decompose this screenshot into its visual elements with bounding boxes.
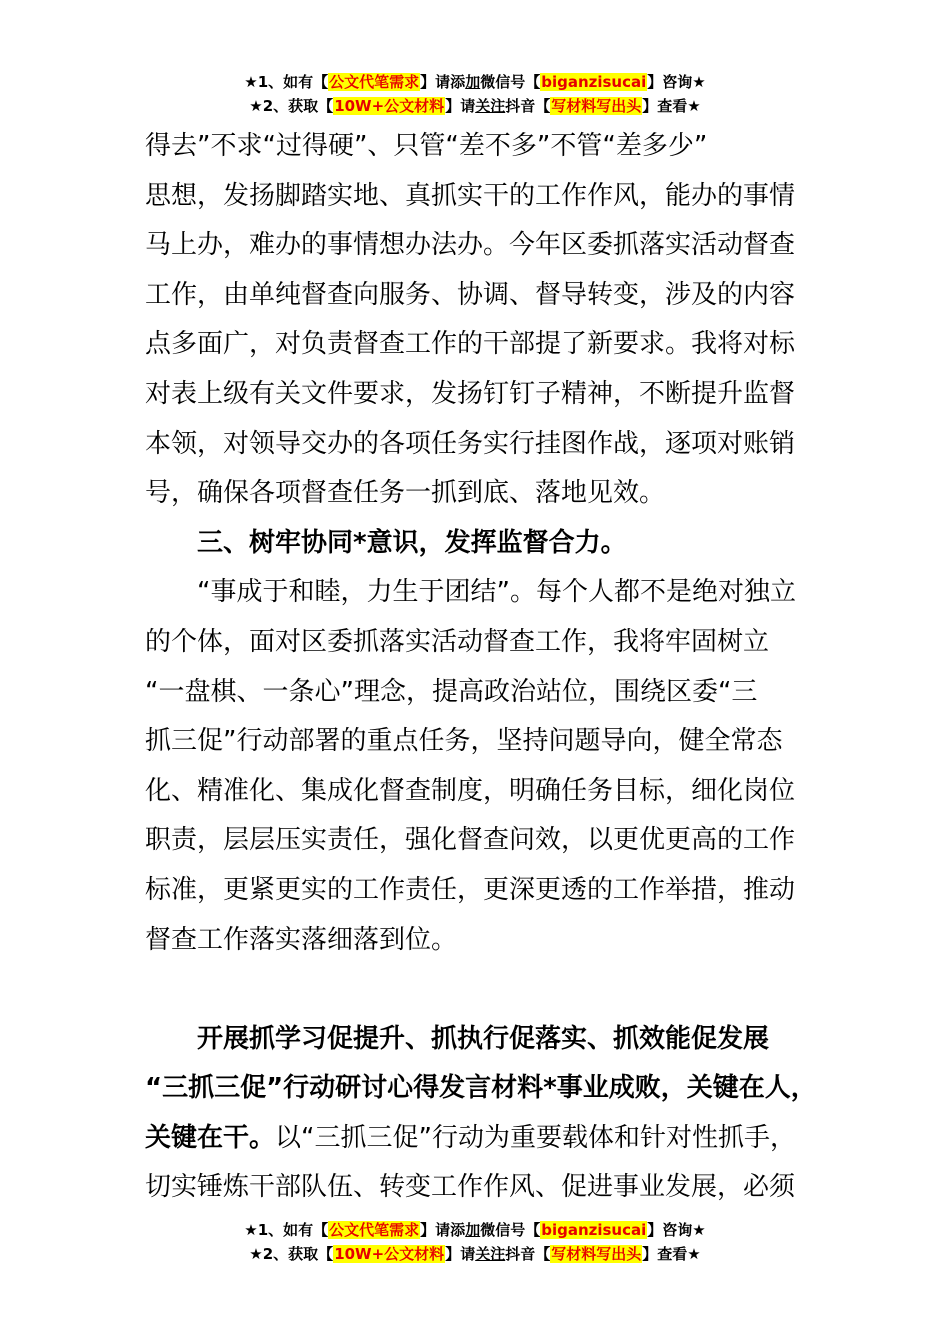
footer-banner bbox=[0, 1218, 950, 1266]
body-line: 切实锤炼干部队伍、转变工作作风、促进事业发展，必须 bbox=[145, 1172, 796, 1203]
banner-text: 抖音【 bbox=[505, 1245, 551, 1263]
body-line: 点多面广，对负责督查工作的干部提了新要求。我将对标 bbox=[145, 329, 796, 360]
banner-text: 】请 bbox=[445, 97, 476, 115]
doc-title-line: “三抓三促”行动研讨心得发言材料*事业成败，关键在人， bbox=[145, 1073, 817, 1104]
banner-text: 】咨询★ bbox=[647, 73, 706, 91]
body-line: 标准，更紧更实的工作责任，更深更透的工作举措，推动 bbox=[145, 874, 796, 905]
doc-title-line: 开展抓学习促提升、抓执行促落实、抓效能促发展 bbox=[197, 1023, 770, 1054]
banner-line-1 bbox=[0, 1218, 950, 1242]
body-line: 得去”不求“过得硬”、只管“差不多”不管“差多少” bbox=[145, 131, 708, 161]
banner-text: ★1、如有【 bbox=[244, 73, 329, 91]
banner-underline: 加 bbox=[465, 73, 481, 91]
banner-highlight: 写材料写出头 bbox=[551, 97, 642, 115]
banner-line-1 bbox=[0, 70, 950, 94]
body-line: 思想，发扬脚踏实地、真抓实干的工作作风，能办的事情 bbox=[145, 180, 796, 211]
title-rest: 以“三抓三促”行动为重要载体和针对性抓手， bbox=[275, 1122, 796, 1153]
banner-highlight: biganzisucai bbox=[541, 1221, 647, 1239]
banner-highlight: 10W+公文材料 bbox=[334, 97, 445, 115]
banner-text: ★2、获取【 bbox=[249, 97, 334, 115]
banner-text: 】咨询★ bbox=[647, 1221, 706, 1239]
body-line: 督查工作落实落细落到位。 bbox=[145, 924, 458, 955]
body-line: 的个体，面对区委抓落实活动督查工作，我将牢固树立 bbox=[145, 626, 770, 657]
banner-highlight: 10W+公文材料 bbox=[334, 1245, 445, 1263]
banner-underline: 关注 bbox=[475, 97, 506, 115]
banner-highlight: biganzisucai bbox=[541, 73, 647, 91]
section-heading: 三、树牢协同*意识，发挥监督合力。 bbox=[197, 527, 627, 558]
body-line: 号，确保各项督查任务一抓到底、落地见效。 bbox=[145, 478, 666, 509]
banner-text: 微信号【 bbox=[480, 73, 541, 91]
doc-title-line bbox=[145, 1114, 813, 1164]
banner-highlight: 公文代笔需求 bbox=[329, 1221, 420, 1239]
body-line: “事成于和睦，力生于团结”。每个人都不是绝对独立 bbox=[197, 577, 796, 608]
banner-underline: 关注 bbox=[475, 1245, 506, 1263]
banner-text: 】请 bbox=[445, 1245, 476, 1263]
banner-text: ★2、获取【 bbox=[249, 1245, 334, 1263]
header-banner bbox=[0, 70, 950, 118]
banner-text: 抖音【 bbox=[505, 97, 551, 115]
body-line: “一盘棋、一条心”理念，提高政治站位，围绕区委“三 bbox=[145, 676, 758, 707]
banner-text: 】查看★ bbox=[642, 97, 701, 115]
body-line: 化、精准化、集成化督查制度，明确任务目标，细化岗位 bbox=[145, 775, 796, 806]
banner-text: 】请添 bbox=[420, 1221, 466, 1239]
banner-text: 】查看★ bbox=[642, 1245, 701, 1263]
body-line: 对表上级有关文件要求，发扬钉钉子精神，不断提升监督 bbox=[145, 378, 796, 409]
banner-highlight: 公文代笔需求 bbox=[329, 73, 420, 91]
banner-text: 】请添 bbox=[420, 73, 466, 91]
banner-line-2 bbox=[0, 1242, 950, 1266]
banner-text: 微信号【 bbox=[480, 1221, 541, 1239]
body-line: 职责，层层压实责任，强化督查问效，以更优更高的工作 bbox=[145, 825, 796, 856]
body-line: 抓三促”行动部署的重点任务，坚持问题导向，健全常态 bbox=[145, 726, 783, 757]
document-body bbox=[145, 122, 817, 1213]
body-line: 本领，对领导交办的各项任务实行挂图作战，逐项对账销 bbox=[145, 428, 796, 459]
banner-text: ★1、如有【 bbox=[244, 1221, 329, 1239]
body-line: 工作，由单纯督查向服务、协调、督导转变，涉及的内容 bbox=[145, 279, 796, 310]
banner-underline: 加 bbox=[465, 1221, 481, 1239]
body-line: 马上办，难办的事情想办法办。今年区委抓落实活动督查 bbox=[145, 230, 796, 261]
blank-line bbox=[145, 965, 813, 1015]
banner-line-2 bbox=[0, 94, 950, 118]
title-bold-part: 关键在干。 bbox=[145, 1122, 276, 1153]
banner-highlight: 写材料写出头 bbox=[551, 1245, 642, 1263]
